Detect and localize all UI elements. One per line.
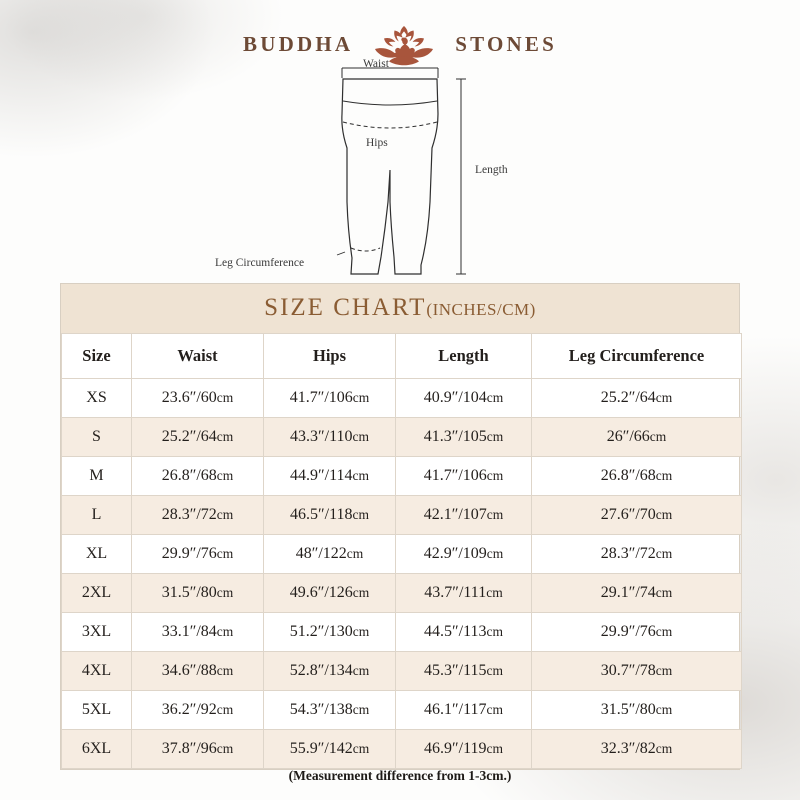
size-chart-title-units: (INCHES/CM)	[426, 300, 536, 319]
cell-length-unit: cm	[486, 468, 504, 483]
cell-hips-value: 52.8″/134	[289, 662, 353, 679]
cell-waist-unit: cm	[216, 624, 234, 639]
cell-size: XS	[62, 379, 132, 418]
cell-length	[396, 574, 532, 613]
cell-waist	[132, 496, 264, 535]
table-row	[62, 652, 742, 691]
size-chart-table	[61, 333, 742, 769]
cell-hips	[264, 496, 396, 535]
table-row	[62, 535, 742, 574]
cell-leg-circumference-unit: cm	[655, 741, 673, 756]
cell-waist	[132, 574, 264, 613]
cell-waist-value: 36.2″/92	[161, 701, 217, 718]
cell-hips-value: 55.9″/142	[289, 740, 353, 757]
cell-leg-circumference-value: 26″/66	[606, 428, 650, 445]
measurement-diagram	[215, 52, 575, 282]
cell-leg-circumference	[532, 535, 742, 574]
cell-leg-circumference-value: 25.2″/64	[600, 389, 656, 406]
cell-leg-circumference-value: 30.7″/78	[600, 662, 656, 679]
table-row	[62, 691, 742, 730]
column-header-waist: Waist	[132, 334, 264, 379]
cell-hips-value: 51.2″/130	[289, 623, 353, 640]
cell-length-value: 44.5″/113	[423, 623, 487, 640]
brand-name-right: STONES	[455, 31, 557, 56]
cell-leg-circumference	[532, 613, 742, 652]
cell-length-unit: cm	[486, 741, 503, 756]
table-row	[62, 496, 742, 535]
cell-hips	[264, 535, 396, 574]
cell-waist	[132, 379, 264, 418]
measurement-footnote: (Measurement difference from 1-3cm.)	[288, 768, 512, 783]
cell-hips-value: 44.9″/114	[289, 467, 353, 484]
cell-hips	[264, 418, 396, 457]
cell-length	[396, 535, 532, 574]
column-header-leg-circumference: Leg Circumference	[532, 334, 742, 379]
cell-length-unit: cm	[486, 702, 503, 717]
cell-leg-circumference-value: 31.5″/80	[600, 701, 656, 718]
cell-hips-value: 43.3″/110	[289, 428, 353, 445]
cell-leg-circumference-unit: cm	[655, 585, 673, 600]
cell-hips-unit: cm	[352, 741, 370, 756]
cell-leg-circumference-unit: cm	[655, 624, 673, 639]
diagram-label-waist: Waist	[363, 58, 389, 70]
cell-length-unit: cm	[486, 390, 504, 405]
cell-leg-circumference-unit: cm	[655, 663, 673, 678]
cell-waist-unit: cm	[216, 585, 234, 600]
cell-leg-circumference	[532, 574, 742, 613]
cell-waist	[132, 730, 264, 769]
cell-waist-value: 37.8″/96	[161, 740, 217, 757]
cell-hips	[264, 574, 396, 613]
cell-hips-unit: cm	[352, 585, 370, 600]
cell-leg-circumference-unit: cm	[655, 702, 673, 717]
cell-waist-unit: cm	[216, 546, 234, 561]
cell-waist-value: 25.2″/64	[161, 428, 217, 445]
cell-hips-unit: cm	[346, 546, 364, 561]
cell-leg-circumference	[532, 730, 742, 769]
cell-leg-circumference-unit: cm	[655, 468, 673, 483]
cell-length-unit: cm	[486, 663, 503, 678]
cell-leg-circumference-value: 28.3″/72	[600, 545, 656, 562]
cell-hips	[264, 379, 396, 418]
cell-hips-unit: cm	[352, 624, 370, 639]
cell-leg-circumference-unit: cm	[655, 390, 673, 405]
cell-leg-circumference-value: 26.8″/68	[600, 467, 656, 484]
cell-leg-circumference	[532, 652, 742, 691]
cell-length-value: 43.7″/111	[424, 584, 487, 601]
cell-leg-circumference	[532, 496, 742, 535]
table-row	[62, 730, 742, 769]
cell-hips-unit: cm	[352, 390, 370, 405]
cell-size: S	[62, 418, 132, 457]
cell-length-value: 46.1″/117	[423, 701, 487, 718]
cell-hips	[264, 691, 396, 730]
cell-waist-unit: cm	[216, 429, 234, 444]
cell-waist-unit: cm	[216, 741, 234, 756]
cell-waist	[132, 691, 264, 730]
table-body	[62, 379, 742, 769]
table-row	[62, 379, 742, 418]
cell-hips-unit: cm	[352, 468, 369, 483]
cell-waist	[132, 457, 264, 496]
cell-leg-circumference-value: 32.3″/82	[600, 740, 656, 757]
cell-size: 4XL	[62, 652, 132, 691]
cell-size: M	[62, 457, 132, 496]
cell-waist-value: 33.1″/84	[161, 623, 217, 640]
cell-waist-unit: cm	[216, 663, 234, 678]
cell-hips-unit: cm	[352, 507, 369, 522]
cell-hips-value: 48″/122	[295, 545, 347, 562]
cell-length-unit: cm	[486, 624, 503, 639]
diagram-label-leg-circumference: Leg Circumference	[215, 257, 305, 269]
cell-length-value: 41.7″/106	[423, 467, 487, 484]
cell-hips-unit: cm	[352, 429, 369, 444]
cell-waist-unit: cm	[216, 390, 234, 405]
cell-size: 6XL	[62, 730, 132, 769]
cell-leg-circumference-unit: cm	[655, 546, 673, 561]
size-chart-title	[61, 284, 739, 333]
cell-length-unit: cm	[486, 546, 504, 561]
cell-hips-value: 54.3″/138	[289, 701, 353, 718]
cell-length-value: 40.9″/104	[423, 389, 487, 406]
cell-waist-value: 26.8″/68	[161, 467, 217, 484]
cell-waist-unit: cm	[216, 468, 234, 483]
cell-length-value: 45.3″/115	[423, 662, 487, 679]
table-header-row	[62, 334, 742, 379]
diagram-label-hips: Hips	[366, 137, 388, 149]
cell-leg-circumference-value: 29.9″/76	[600, 623, 656, 640]
cell-leg-circumference-unit: cm	[649, 429, 667, 444]
brand-name-left: BUDDHA	[243, 31, 354, 56]
cell-hips	[264, 730, 396, 769]
cell-waist-unit: cm	[216, 702, 234, 717]
cell-waist-value: 23.6″/60	[161, 389, 217, 406]
cell-length	[396, 379, 532, 418]
cell-length-value: 41.3″/105	[423, 428, 487, 445]
cell-size: L	[62, 496, 132, 535]
cell-length	[396, 613, 532, 652]
cell-leg-circumference	[532, 457, 742, 496]
cell-hips	[264, 457, 396, 496]
cell-hips-value: 41.7″/106	[289, 389, 353, 406]
table-row	[62, 457, 742, 496]
cell-hips-value: 46.5″/118	[289, 506, 353, 523]
cell-waist	[132, 535, 264, 574]
diagram-label-length: Length	[475, 164, 508, 176]
cell-hips	[264, 613, 396, 652]
cell-waist	[132, 652, 264, 691]
cell-leg-circumference-unit: cm	[655, 507, 673, 522]
cell-hips-unit: cm	[352, 663, 370, 678]
cell-length-unit: cm	[486, 585, 503, 600]
column-header-hips: Hips	[264, 334, 396, 379]
cell-leg-circumference	[532, 691, 742, 730]
cell-waist-value: 31.5″/80	[161, 584, 217, 601]
cell-length-unit: cm	[486, 507, 504, 522]
cell-length-value: 46.9″/119	[423, 740, 487, 757]
table-row	[62, 613, 742, 652]
cell-leg-circumference-value: 29.1″/74	[600, 584, 656, 601]
cell-leg-circumference	[532, 418, 742, 457]
cell-size: XL	[62, 535, 132, 574]
cell-waist-unit: cm	[216, 507, 234, 522]
cell-leg-circumference	[532, 379, 742, 418]
table-row	[62, 418, 742, 457]
cell-leg-circumference-value: 27.6″/70	[600, 506, 656, 523]
cell-length-value: 42.9″/109	[423, 545, 487, 562]
size-chart-title-main: SIZE CHART	[264, 294, 427, 321]
cell-waist-value: 29.9″/76	[161, 545, 217, 562]
cell-hips	[264, 652, 396, 691]
high-waist-pants-outline-icon	[225, 52, 575, 282]
cell-waist	[132, 613, 264, 652]
cell-waist-value: 34.6″/88	[161, 662, 217, 679]
table-row	[62, 574, 742, 613]
cell-length	[396, 691, 532, 730]
column-header-length: Length	[396, 334, 532, 379]
column-header-size: Size	[62, 334, 132, 379]
cell-waist-value: 28.3″/72	[161, 506, 217, 523]
cell-hips-unit: cm	[352, 702, 370, 717]
cell-length	[396, 652, 532, 691]
cell-hips-value: 49.6″/126	[289, 584, 353, 601]
cell-length	[396, 496, 532, 535]
cell-length-value: 42.1″/107	[423, 506, 487, 523]
cell-waist	[132, 418, 264, 457]
cell-length	[396, 457, 532, 496]
cell-length	[396, 730, 532, 769]
cell-size: 5XL	[62, 691, 132, 730]
size-chart-table-container	[60, 283, 740, 770]
cell-length-unit: cm	[486, 429, 504, 444]
cell-size: 2XL	[62, 574, 132, 613]
cell-length	[396, 418, 532, 457]
cell-size: 3XL	[62, 613, 132, 652]
